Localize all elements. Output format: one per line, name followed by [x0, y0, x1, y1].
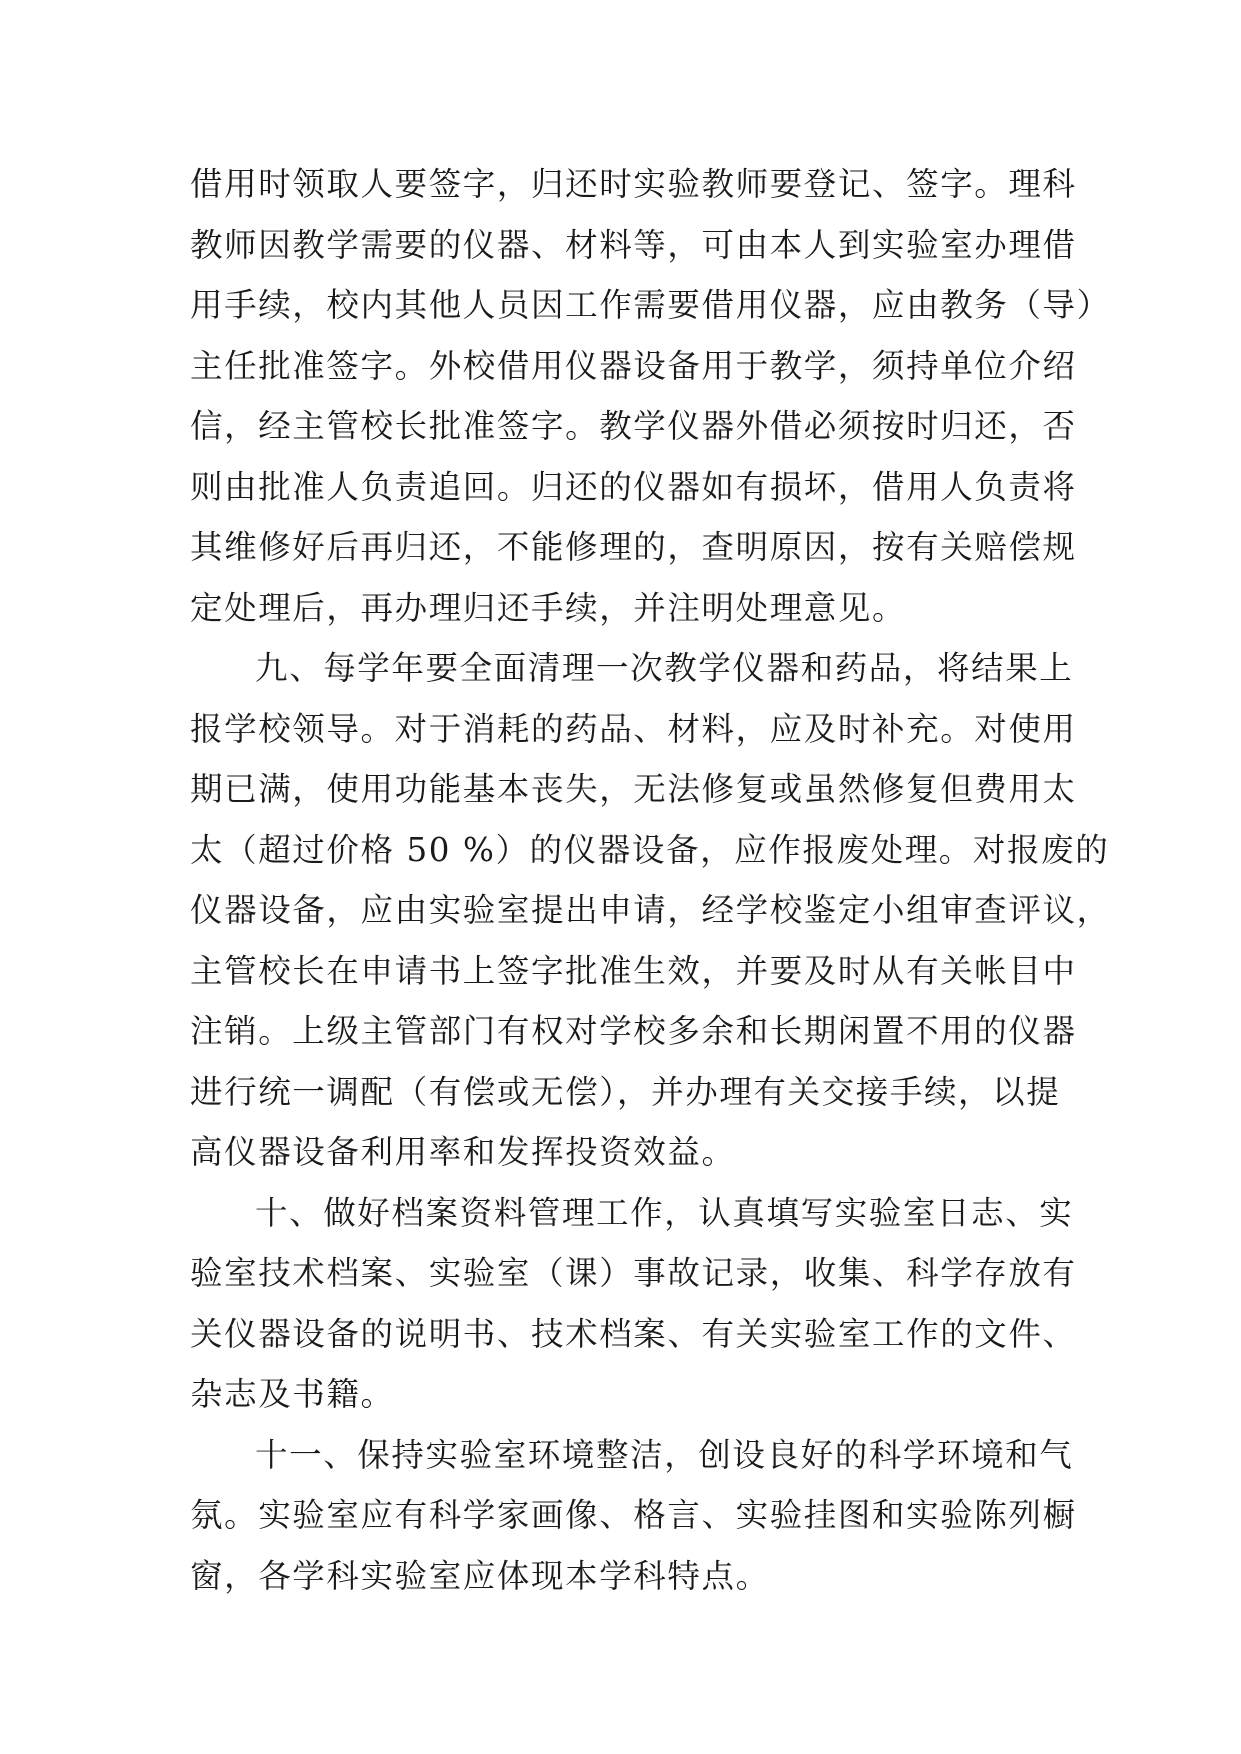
paragraph-start-line: 十、做好档案资料管理工作，认真填写实验室日志、实 — [255, 1193, 1074, 1232]
text-line: 注销。上级主管部门有权对学校多余和长期闲置不用的仪器 — [190, 1012, 1077, 1050]
paragraph-start-line: 十一、保持实验室环境整洁，创设良好的科学环境和气 — [255, 1435, 1074, 1474]
text-line: 关仪器设备的说明书、技术档案、有关实验室工作的文件、 — [190, 1314, 1077, 1353]
text-line: 用手续，校内其他人员因工作需要借用仪器，应由教务（导） — [190, 286, 1111, 324]
text-line: 杂志及书籍。 — [190, 1375, 395, 1413]
text-line: 仪器设备，应由实验室提出申请，经学校鉴定小组审查评议， — [190, 891, 1111, 929]
text-line: 窗，各学科实验室应体现本学科特点。 — [190, 1556, 770, 1595]
text-line: 主任批准签字。外校借用仪器设备用于教学，须持单位介绍 — [190, 346, 1077, 385]
text-line: 太（超过价格 50 %）的仪器设备，应作报废处理。对报废的 — [190, 830, 1110, 869]
text-line: 则由批准人负责追回。归还的仪器如有损坏，借用人负责将 — [190, 467, 1077, 506]
text-line: 借用时领取人要签字，归还时实验教师要登记、签字。理科 — [190, 165, 1077, 203]
text-line: 报学校领导。对于消耗的药品、材料，应及时补充。对使用 — [190, 709, 1077, 748]
paragraph-start-line: 九、每学年要全面清理一次教学仪器和药品，将结果上 — [255, 649, 1074, 687]
body-text — [190, 154, 1111, 1606]
text-line: 定处理后，再办理归还手续，并注明处理意见。 — [190, 588, 907, 627]
text-line: 期已满，使用功能基本丧失，无法修复或虽然修复但费用太 — [190, 770, 1077, 808]
text-line: 高仪器设备利用率和发挥投资效益。 — [190, 1133, 736, 1171]
text-line: 主管校长在申请书上签字批准生效，并要及时从有关帐目中 — [190, 951, 1077, 990]
text-line: 其维修好后再归还，不能修理的，查明原因，按有关赔偿规 — [190, 528, 1077, 566]
text-line: 氛。实验室应有科学家画像、格言、实验挂图和实验陈列橱 — [190, 1496, 1077, 1534]
text-line: 验室技术档案、实验室（课）事故记录，收集、科学存放有 — [190, 1254, 1077, 1292]
text-line: 信，经主管校长批准签字。教学仪器外借必须按时归还，否 — [190, 407, 1077, 445]
text-line: 进行统一调配（有偿或无偿），并办理有关交接手续，以提 — [190, 1072, 1061, 1111]
text-line: 教师因教学需要的仪器、材料等，可由本人到实验室办理借 — [190, 225, 1077, 264]
